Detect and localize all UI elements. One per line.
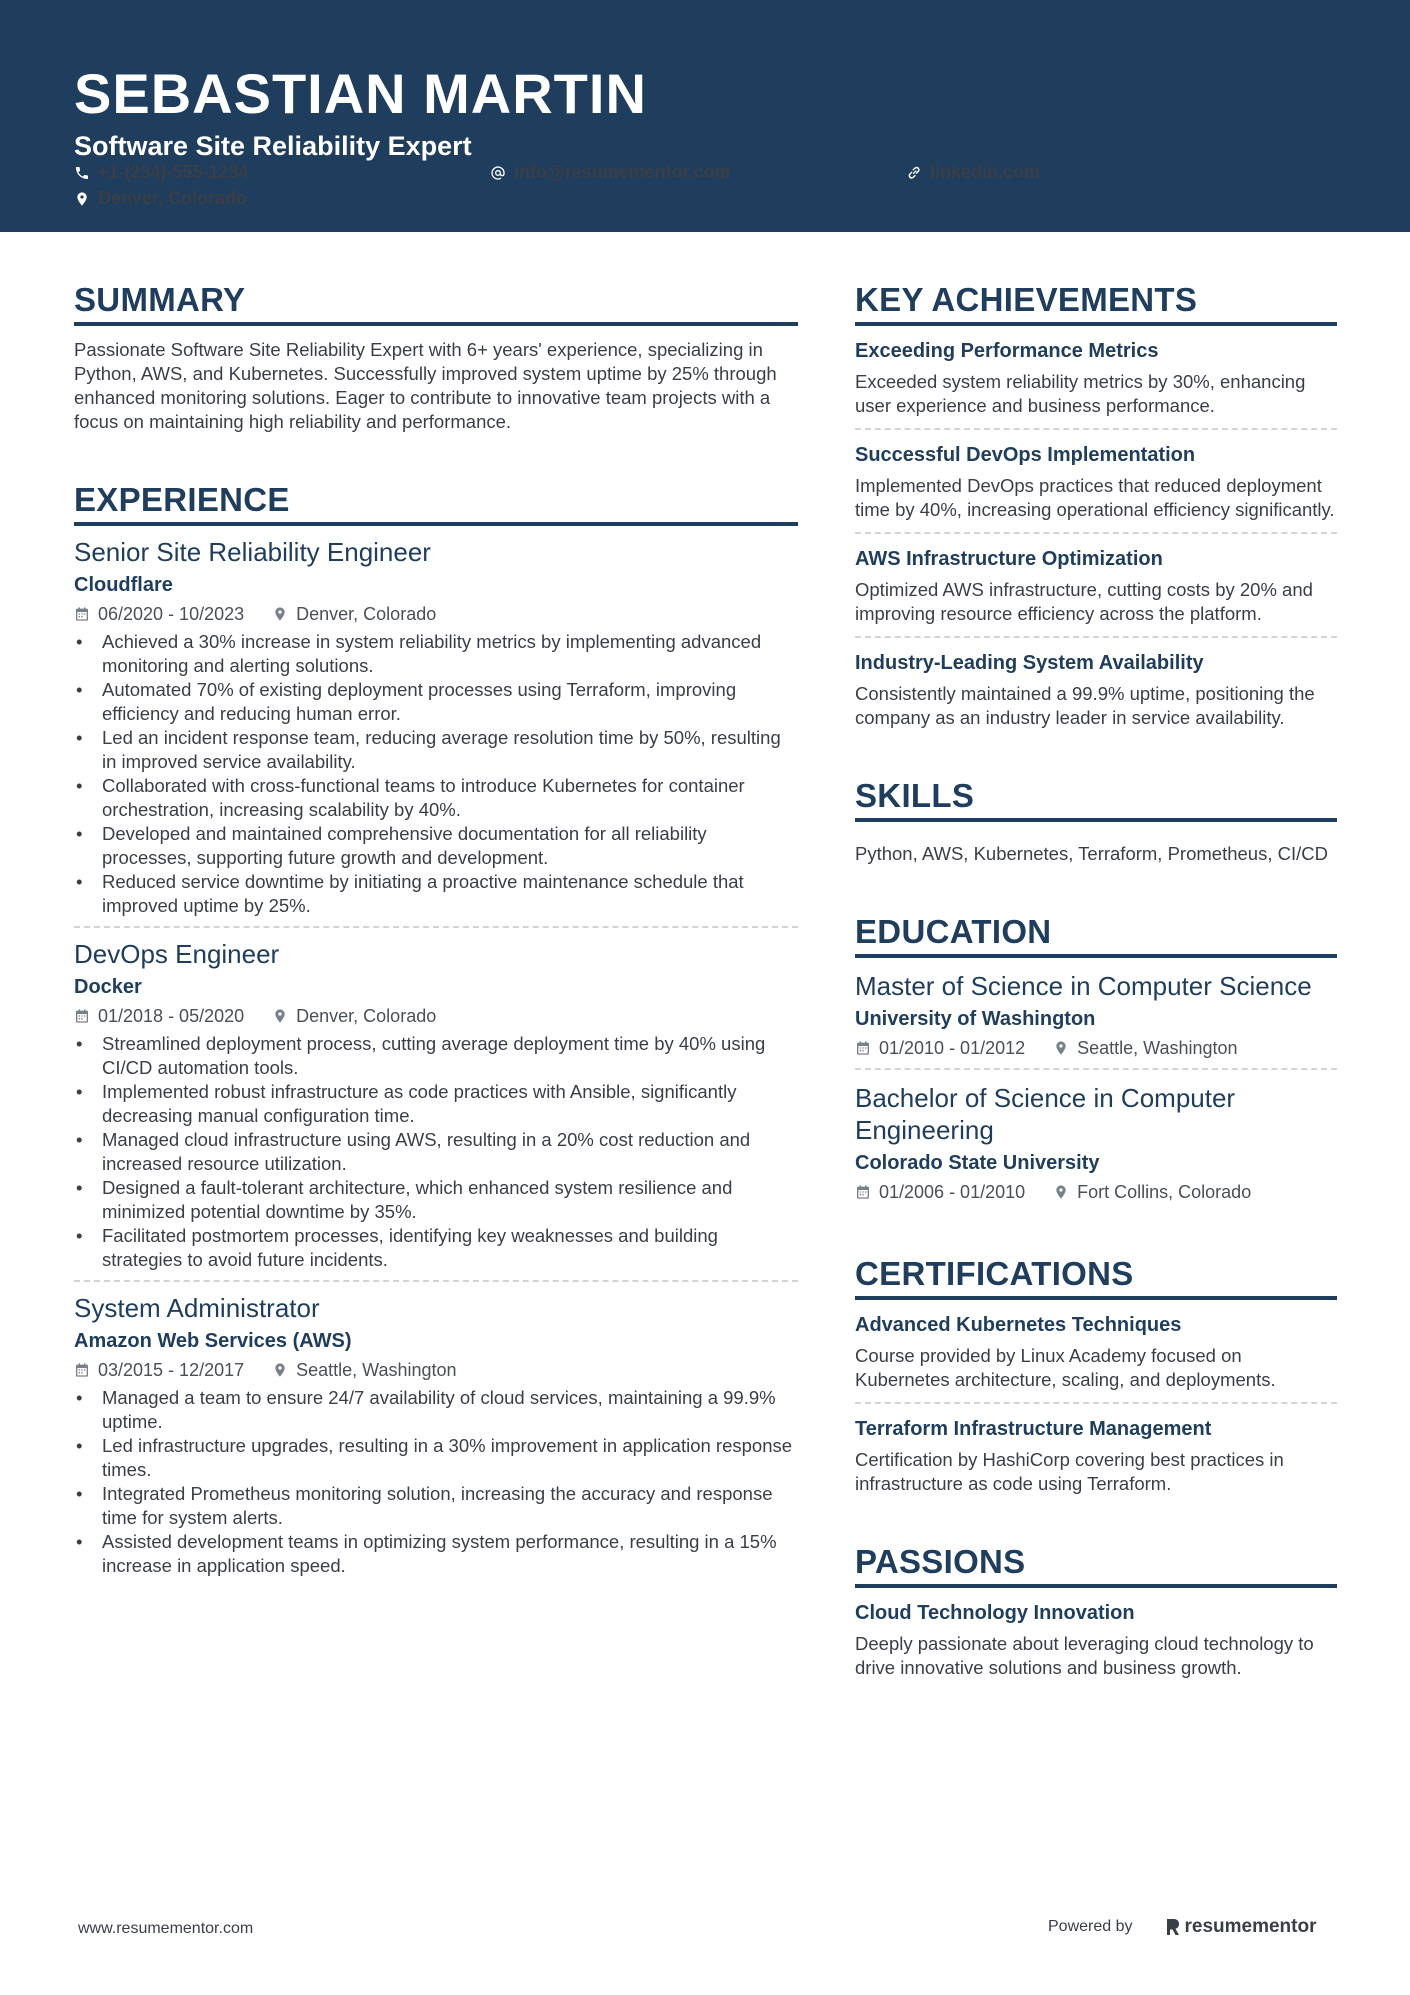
calendar-icon <box>74 606 90 622</box>
achievements-item-title: Successful DevOps Implementation <box>855 444 1196 466</box>
link-icon <box>906 165 922 181</box>
bullet-item: • Achieved a 30% increase in system reliability metrics by implementing advanced monitoring and alerting solutions. <box>74 630 798 678</box>
location-text: Denver, Colorado <box>296 1006 437 1026</box>
contact-location <box>74 188 247 209</box>
bullet-item: • Integrated Prometheus monitoring solution, increasing the accuracy and response time for system alerts. <box>74 1482 798 1530</box>
bullet-item: • Led infrastructure upgrades, resulting in a 30% improvement in application response times. <box>74 1434 798 1482</box>
bullet-item: • Assisted development teams in optimizing system performance, resulting in a 15% increase in application speed. <box>74 1530 798 1578</box>
education-section <box>855 912 1337 1212</box>
achievements-list <box>855 326 1337 740</box>
job-entry <box>74 1282 798 1586</box>
date-location-row <box>74 602 798 626</box>
phone-icon <box>74 165 90 181</box>
location-text: Fort Collins, Colorado <box>1077 1182 1252 1202</box>
contact-phone[interactable] <box>74 162 249 183</box>
achievements-heading: KEY ACHIEVEMENTS <box>855 280 1337 326</box>
job-bullets <box>74 1386 798 1578</box>
achievements-item-title: Industry-Leading System Availability <box>855 652 1204 674</box>
certifications-item-title: Terraform Infrastructure Management <box>855 1418 1212 1440</box>
location <box>1053 1036 1237 1060</box>
calendar-icon <box>74 1008 90 1024</box>
calendar-icon <box>855 1184 871 1200</box>
degree-name: Bachelor of Science in Computer Engineering <box>855 1083 1236 1145</box>
passions-list <box>855 1588 1337 1690</box>
bullet-item: • Streamlined deployment process, cutting average deployment time by 40% using CI/CD automation tools. <box>74 1032 798 1080</box>
skills-section <box>855 776 1337 866</box>
education-heading: EDUCATION <box>855 912 1337 958</box>
passions-item-desc: Deeply passionate about leveraging cloud technology to drive innovative solutions and business growth. <box>855 1633 1314 1678</box>
skills-text: Python, AWS, Kubernetes, Terraform, Prometheus, CI/CD <box>855 843 1328 864</box>
experience-heading: EXPERIENCE <box>74 480 798 526</box>
bullet-item: • Led an incident response team, reducing average resolution time by 50%, resulting in improved service availability. <box>74 726 798 774</box>
location-pin-icon <box>74 191 90 207</box>
location-text: Seattle, Washington <box>296 1360 457 1380</box>
brand-logo[interactable] <box>1165 1916 1317 1938</box>
company-name: Amazon Web Services (AWS) <box>74 1330 352 1352</box>
location-pin-icon <box>1053 1184 1069 1200</box>
location-pin-icon <box>272 1362 288 1378</box>
achievements-item <box>855 534 1337 638</box>
certifications-item-desc: Certification by HashiCorp covering best practices in infrastructure as code using Terraform. <box>855 1449 1284 1494</box>
summary-section <box>74 280 798 434</box>
certifications-item <box>855 1300 1337 1404</box>
summary-heading: SUMMARY <box>74 280 798 326</box>
achievements-item-title: Exceeding Performance Metrics <box>855 340 1159 362</box>
location <box>272 1004 436 1028</box>
degree-name: Master of Science in Computer Science <box>855 971 1312 1001</box>
experience-section <box>74 480 798 1586</box>
passions-item <box>855 1588 1337 1690</box>
location-pin-icon <box>1053 1040 1069 1056</box>
brand-text: resumementor <box>1184 1916 1317 1937</box>
date-location-row <box>855 1036 1337 1060</box>
date-location-row <box>855 1180 1337 1204</box>
location-pin-icon <box>272 606 288 622</box>
phone-text: +1-(234)-555-1234 <box>98 162 249 182</box>
date-text: 06/2020 - 10/2023 <box>98 604 245 624</box>
achievements-item-desc: Implemented DevOps practices that reduced deployment time by 40%, increasing operational efficiency significantly. <box>855 475 1335 520</box>
bullet-item: • Managed cloud infrastructure using AWS, resulting in a 20% cost reduction and increased resource utilization. <box>74 1128 798 1176</box>
right-column <box>855 280 1337 1736</box>
calendar-icon <box>74 1362 90 1378</box>
job-title: Senior Site Reliability Engineer <box>74 537 431 567</box>
job-title: DevOps Engineer <box>74 939 280 969</box>
job-bullets <box>74 630 798 918</box>
job-entry <box>74 526 798 928</box>
education-list <box>855 958 1337 1212</box>
passions-section <box>855 1542 1337 1690</box>
date-range <box>74 1358 244 1382</box>
summary-text: Passionate Software Site Reliability Expert with 6+ years' experience, specializing in Python, AWS, and Kubernetes. Successfully improved system uptime by 25% through enhanced monitoring solutions. Eager to contribute to innovative team projects with a focus on maintaining high reliability and performance. <box>74 339 777 432</box>
candidate-name: SEBASTIAN MARTIN <box>74 62 647 125</box>
achievements-item <box>855 638 1337 740</box>
date-range <box>855 1036 1025 1060</box>
location <box>272 1358 456 1382</box>
bullet-item: • Collaborated with cross-functional teams to introduce Kubernetes for container orchestration, increasing scalability by 40%. <box>74 774 798 822</box>
education-entry <box>855 958 1337 1070</box>
date-range <box>74 1004 244 1028</box>
bullet-item: • Automated 70% of existing deployment processes using Terraform, improving efficiency and reducing human error. <box>74 678 798 726</box>
contact-email[interactable] <box>490 162 731 183</box>
job-bullets <box>74 1032 798 1272</box>
footer-website[interactable]: www.resumementor.com <box>78 1920 254 1937</box>
at-icon <box>490 165 506 181</box>
education-entry <box>855 1070 1337 1212</box>
date-text: 03/2015 - 12/2017 <box>98 1360 245 1380</box>
school-name: Colorado State University <box>855 1152 1100 1174</box>
certifications-heading: CERTIFICATIONS <box>855 1254 1337 1300</box>
company-name: Cloudflare <box>74 574 173 596</box>
certifications-section <box>855 1254 1337 1506</box>
date-range <box>855 1180 1025 1204</box>
achievements-item-desc: Exceeded system reliability metrics by 30%, enhancing user experience and business performance. <box>855 371 1306 416</box>
achievements-item-desc: Optimized AWS infrastructure, cutting costs by 20% and improving resource efficiency across the platform. <box>855 579 1313 624</box>
experience-list <box>74 526 798 1586</box>
left-column <box>74 280 798 1632</box>
achievements-item <box>855 430 1337 534</box>
location-text: Denver, Colorado <box>98 188 248 208</box>
location-pin-icon <box>272 1008 288 1024</box>
location <box>1053 1180 1251 1204</box>
achievements-item-title: AWS Infrastructure Optimization <box>855 548 1163 570</box>
date-text: 01/2010 - 01/2012 <box>879 1038 1026 1058</box>
powered-by-text: Powered by <box>1048 1918 1133 1935</box>
location <box>272 602 436 626</box>
achievements-item-desc: Consistently maintained a 99.9% uptime, positioning the company as an industry leader in service availability. <box>855 683 1315 728</box>
linkedin-text: linkedin.com <box>930 162 1041 182</box>
date-range <box>74 602 244 626</box>
company-name: Docker <box>74 976 142 998</box>
location-text: Seattle, Washington <box>1077 1038 1238 1058</box>
bullet-item: • Designed a fault-tolerant architecture, which enhanced system resilience and minimized potential downtime by 35%. <box>74 1176 798 1224</box>
job-title: System Administrator <box>74 1293 320 1323</box>
passions-heading: PASSIONS <box>855 1542 1337 1588</box>
bullet-item: • Managed a team to ensure 24/7 availability of cloud services, maintaining a 99.9% uptime. <box>74 1386 798 1434</box>
date-text: 01/2006 - 01/2010 <box>879 1182 1026 1202</box>
passions-item-title: Cloud Technology Innovation <box>855 1602 1135 1624</box>
footer-powered-by <box>1048 1916 1317 1938</box>
date-location-row <box>74 1358 798 1382</box>
job-entry <box>74 928 798 1282</box>
calendar-icon <box>855 1040 871 1056</box>
achievements-section <box>855 280 1337 740</box>
achievements-item <box>855 326 1337 430</box>
candidate-title: Software Site Reliability Expert <box>74 131 472 161</box>
location-text: Denver, Colorado <box>296 604 437 624</box>
skills-heading: SKILLS <box>855 776 1337 822</box>
date-text: 01/2018 - 05/2020 <box>98 1006 245 1026</box>
date-location-row <box>74 1004 798 1028</box>
bullet-item: • Reduced service downtime by initiating a proactive maintenance schedule that improved uptime by 25%. <box>74 870 798 918</box>
certifications-item-title: Advanced Kubernetes Techniques <box>855 1314 1182 1336</box>
email-text: info@resumementor.com <box>514 162 731 182</box>
bullet-item: • Developed and maintained comprehensive documentation for all reliability processes, supporting future growth and development. <box>74 822 798 870</box>
certifications-item-desc: Course provided by Linux Academy focused on Kubernetes architecture, scaling, and deployments. <box>855 1345 1276 1390</box>
certifications-item <box>855 1404 1337 1506</box>
contact-linkedin[interactable] <box>906 162 1040 183</box>
certifications-list <box>855 1300 1337 1506</box>
resumementor-logo-icon <box>1165 1917 1181 1937</box>
bullet-item: • Facilitated postmortem processes, identifying key weaknesses and building strategies to avoid future incidents. <box>74 1224 798 1272</box>
school-name: University of Washington <box>855 1008 1096 1030</box>
bullet-item: • Implemented robust infrastructure as code practices with Ansible, significantly decreasing manual configuration time. <box>74 1080 798 1128</box>
